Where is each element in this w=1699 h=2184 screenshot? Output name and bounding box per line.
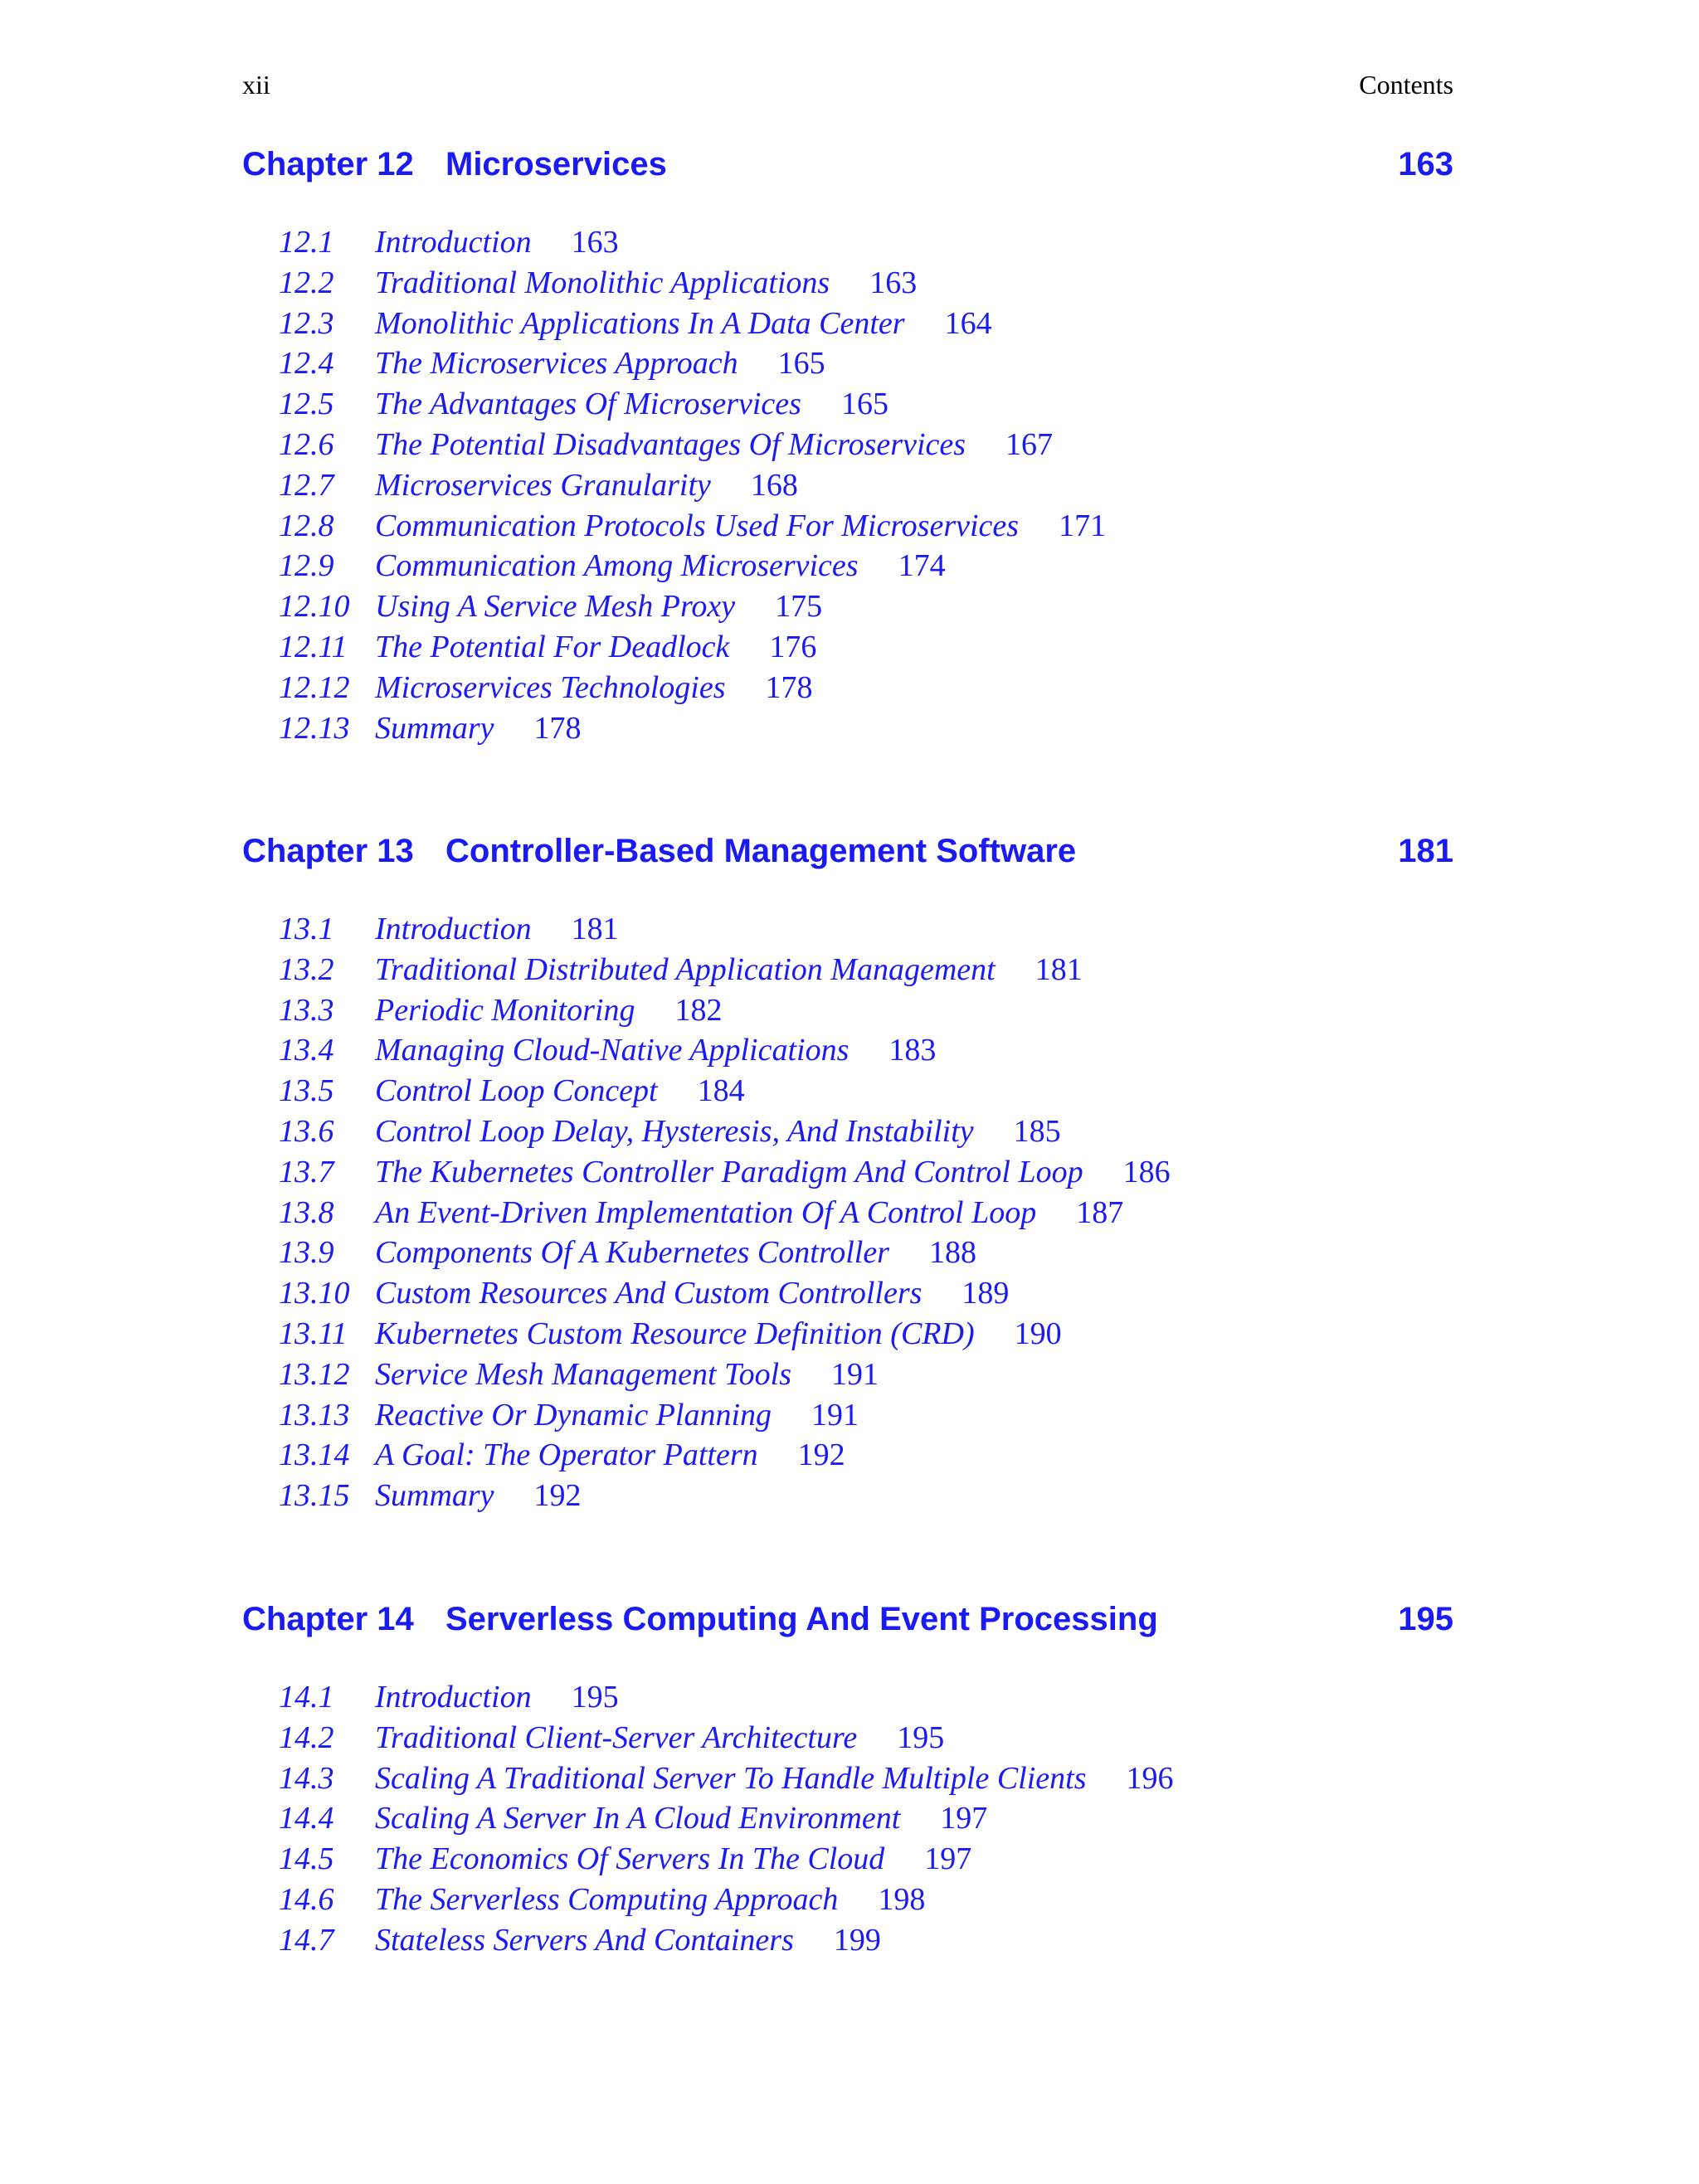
toc-entry[interactable] bbox=[242, 990, 1453, 1031]
toc-entry[interactable] bbox=[242, 1273, 1453, 1314]
chapter-page-number: 195 bbox=[1398, 1601, 1453, 1637]
section-page-number: 191 bbox=[811, 1397, 859, 1432]
section-title: Scaling A Traditional Server To Handle Multiple Clients bbox=[375, 1760, 1087, 1796]
section-text bbox=[375, 668, 813, 708]
section-title: Using A Service Mesh Proxy bbox=[375, 589, 736, 625]
section-number: 14.7 bbox=[279, 1922, 334, 1958]
section-text bbox=[375, 1111, 1061, 1151]
section-page-number: 174 bbox=[898, 548, 946, 584]
toc-entry[interactable] bbox=[242, 425, 1453, 465]
section-title: Microservices Technologies bbox=[375, 669, 726, 705]
section-page-number: 192 bbox=[533, 1478, 582, 1514]
section-page-number: 198 bbox=[878, 1881, 926, 1917]
section-list bbox=[242, 909, 1453, 1516]
section-page-number: 188 bbox=[928, 1235, 976, 1271]
section-text bbox=[375, 1071, 745, 1111]
section-page-number: 165 bbox=[840, 387, 888, 422]
section-title: Summary bbox=[375, 710, 494, 746]
toc-entry[interactable] bbox=[242, 586, 1453, 627]
section-text bbox=[375, 1920, 881, 1960]
section-text bbox=[375, 465, 798, 505]
section-title: The Potential Disadvantages Of Microservices bbox=[375, 426, 966, 462]
section-text bbox=[375, 1152, 1171, 1192]
section-page-number: 163 bbox=[571, 225, 619, 260]
toc-entry[interactable] bbox=[242, 1314, 1453, 1355]
toc-entry[interactable] bbox=[242, 465, 1453, 506]
section-page-number: 171 bbox=[1059, 508, 1107, 543]
section-page-number: 186 bbox=[1122, 1154, 1171, 1189]
section-page-number: 167 bbox=[1005, 426, 1054, 462]
toc-entry[interactable] bbox=[242, 1030, 1453, 1071]
section-page-number: 178 bbox=[765, 669, 813, 705]
toc-entry[interactable] bbox=[242, 627, 1453, 668]
section-number: 12.11 bbox=[279, 629, 348, 664]
toc-entry[interactable] bbox=[242, 1435, 1453, 1476]
chapter-title: Microservices bbox=[445, 146, 667, 182]
section-text bbox=[375, 263, 917, 303]
section-page-number: 181 bbox=[571, 912, 619, 946]
section-text bbox=[375, 950, 1083, 990]
section-number: 12.2 bbox=[279, 265, 334, 300]
section-title: Managing Cloud-Native Applications bbox=[375, 1033, 850, 1068]
toc-entry[interactable] bbox=[242, 909, 1453, 950]
section-text bbox=[375, 1314, 1062, 1354]
toc-entry[interactable] bbox=[242, 708, 1453, 749]
section-number: 13.13 bbox=[279, 1397, 350, 1432]
section-text bbox=[375, 1193, 1123, 1233]
section-title: Monolithic Applications In A Data Center bbox=[375, 305, 905, 341]
section-page-number: 182 bbox=[674, 992, 723, 1028]
toc-entry[interactable] bbox=[242, 304, 1453, 344]
section-page-number: 189 bbox=[961, 1276, 1010, 1311]
section-number: 14.1 bbox=[279, 1680, 334, 1715]
section-title: Summary bbox=[375, 1478, 494, 1514]
chapter-title: Controller-Based Management Software bbox=[445, 833, 1077, 869]
section-number: 13.4 bbox=[279, 1033, 334, 1068]
toc-entry[interactable] bbox=[242, 1193, 1453, 1233]
section-page-number: 197 bbox=[940, 1801, 988, 1836]
section-page-number: 181 bbox=[1034, 951, 1083, 987]
section-text bbox=[375, 909, 619, 949]
section-page-number: 195 bbox=[897, 1719, 945, 1755]
section-text bbox=[375, 1839, 971, 1879]
section-number: 13.12 bbox=[279, 1356, 350, 1392]
section-page-number: 175 bbox=[775, 589, 823, 625]
section-page-number: 195 bbox=[571, 1680, 619, 1715]
section-number: 12.5 bbox=[279, 387, 334, 422]
toc-entry[interactable] bbox=[242, 1395, 1453, 1436]
section-number: 13.14 bbox=[279, 1437, 350, 1473]
section-number: 14.5 bbox=[279, 1841, 334, 1877]
section-title: Communication Among Microservices bbox=[375, 548, 859, 584]
section-title: Scaling A Server In A Cloud Environment bbox=[375, 1801, 901, 1836]
section-title: Control Loop Concept bbox=[375, 1073, 658, 1109]
toc-entry[interactable] bbox=[242, 1839, 1453, 1880]
section-title: Control Loop Delay, Hysteresis, And Instability bbox=[375, 1113, 974, 1149]
section-title: A Goal: The Operator Pattern bbox=[375, 1437, 758, 1473]
section-text bbox=[375, 990, 722, 1030]
section-text bbox=[375, 506, 1106, 546]
toc-entry[interactable] bbox=[242, 1476, 1453, 1516]
section-title: Components Of A Kubernetes Controller bbox=[375, 1235, 889, 1271]
section-title: Traditional Distributed Application Management bbox=[375, 951, 996, 987]
section-number: 14.6 bbox=[279, 1881, 334, 1917]
section-number: 13.5 bbox=[279, 1073, 334, 1109]
section-text bbox=[375, 384, 888, 424]
section-page-number: 192 bbox=[797, 1437, 845, 1473]
section-title: The Microservices Approach bbox=[375, 346, 738, 382]
section-number: 13.15 bbox=[279, 1478, 350, 1514]
toc-entry[interactable] bbox=[242, 668, 1453, 708]
section-page-number: 191 bbox=[831, 1356, 879, 1392]
section-text bbox=[375, 1030, 936, 1070]
section-text bbox=[375, 304, 992, 343]
toc-entry[interactable] bbox=[242, 950, 1453, 990]
section-text bbox=[375, 222, 619, 262]
chapter-heading[interactable] bbox=[242, 828, 1453, 874]
section-text bbox=[375, 1435, 845, 1475]
toc-entry[interactable] bbox=[242, 1880, 1453, 1920]
section-title: The Serverless Computing Approach bbox=[375, 1881, 839, 1917]
section-number: 12.3 bbox=[279, 305, 334, 341]
toc-entry[interactable] bbox=[242, 1920, 1453, 1961]
section-title: Microservices Granularity bbox=[375, 467, 711, 503]
toc-entry[interactable] bbox=[242, 1152, 1453, 1193]
section-page-number: 187 bbox=[1076, 1194, 1124, 1230]
section-title: Kubernetes Custom Resource Definition (CRD) bbox=[375, 1316, 975, 1351]
section-title: Stateless Servers And Containers bbox=[375, 1922, 794, 1958]
toc-entry[interactable] bbox=[242, 546, 1453, 586]
section-number: 13.11 bbox=[279, 1316, 348, 1351]
running-head bbox=[242, 70, 1453, 103]
toc-entry[interactable] bbox=[242, 263, 1453, 304]
toc-entry[interactable] bbox=[242, 343, 1453, 384]
toc-entry[interactable] bbox=[242, 1233, 1453, 1273]
section-page-number: 163 bbox=[869, 265, 918, 300]
chapter-14-block bbox=[242, 1596, 1453, 1961]
section-page-number: 185 bbox=[1013, 1113, 1061, 1149]
section-title: Traditional Client-Server Architecture bbox=[375, 1719, 858, 1755]
section-text bbox=[375, 708, 582, 748]
chapter-heading[interactable] bbox=[242, 141, 1453, 187]
section-page-number: 190 bbox=[1014, 1316, 1062, 1351]
section-title: The Potential For Deadlock bbox=[375, 629, 730, 664]
section-title: The Economics Of Servers In The Cloud bbox=[375, 1841, 885, 1877]
section-number: 13.1 bbox=[279, 912, 334, 946]
section-text bbox=[375, 425, 1053, 465]
chapter-label: Chapter 12 bbox=[242, 146, 414, 182]
section-title: Custom Resources And Custom Controllers bbox=[375, 1276, 923, 1311]
section-list bbox=[242, 1677, 1453, 1961]
section-page-number: 196 bbox=[1126, 1760, 1174, 1796]
section-text bbox=[375, 1798, 987, 1838]
section-title: Traditional Monolithic Applications bbox=[375, 265, 830, 300]
chapter-page-number: 181 bbox=[1398, 833, 1453, 869]
section-page-number: 199 bbox=[833, 1922, 881, 1958]
section-text bbox=[375, 627, 816, 667]
toc-entry[interactable] bbox=[242, 506, 1453, 547]
section-number: 12.13 bbox=[279, 710, 350, 746]
section-number: 14.4 bbox=[279, 1801, 334, 1836]
section-title: An Event-Driven Implementation Of A Control Loop bbox=[375, 1194, 1037, 1230]
toc-entry[interactable] bbox=[242, 384, 1453, 425]
section-number: 13.8 bbox=[279, 1194, 334, 1230]
toc-entry[interactable] bbox=[242, 1071, 1453, 1111]
section-number: 12.10 bbox=[279, 589, 350, 625]
section-page-number: 197 bbox=[924, 1841, 972, 1877]
chapter-13-block bbox=[242, 828, 1453, 1516]
section-text bbox=[375, 586, 822, 626]
section-title: Service Mesh Management Tools bbox=[375, 1356, 791, 1392]
chapter-page-number: 163 bbox=[1398, 146, 1453, 182]
section-number: 12.12 bbox=[279, 669, 350, 705]
toc-entry[interactable] bbox=[242, 1355, 1453, 1395]
chapter-title: Serverless Computing And Event Processing bbox=[445, 1601, 1158, 1637]
section-text bbox=[375, 1395, 859, 1435]
section-page-number: 183 bbox=[888, 1033, 937, 1068]
section-number: 12.8 bbox=[279, 508, 334, 543]
section-number: 13.6 bbox=[279, 1113, 334, 1149]
section-page-number: 168 bbox=[750, 467, 798, 503]
section-list bbox=[242, 222, 1453, 748]
page-folio: xii bbox=[242, 70, 270, 100]
section-text bbox=[375, 1677, 619, 1717]
section-number: 13.9 bbox=[279, 1235, 334, 1271]
section-title: Communication Protocols Used For Microservices bbox=[375, 508, 1020, 543]
section-text bbox=[375, 1355, 879, 1394]
section-number: 13.7 bbox=[279, 1154, 334, 1189]
section-page-number: 184 bbox=[697, 1073, 745, 1109]
section-number: 13.2 bbox=[279, 951, 334, 987]
section-text bbox=[375, 1880, 925, 1919]
section-text bbox=[375, 1273, 1009, 1313]
section-number: 14.3 bbox=[279, 1760, 334, 1796]
chapter-label: Chapter 13 bbox=[242, 833, 414, 869]
section-text bbox=[375, 1233, 976, 1272]
section-title: The Advantages Of Microservices bbox=[375, 387, 801, 422]
toc-entry[interactable] bbox=[242, 222, 1453, 263]
section-number: 12.1 bbox=[279, 225, 334, 260]
section-page-number: 178 bbox=[533, 710, 582, 746]
section-number: 12.4 bbox=[279, 346, 334, 382]
section-title: Introduction bbox=[375, 912, 532, 946]
section-number: 12.9 bbox=[279, 548, 334, 584]
toc-entry[interactable] bbox=[242, 1111, 1453, 1152]
toc-entry[interactable] bbox=[242, 1677, 1453, 1718]
section-number: 14.2 bbox=[279, 1719, 334, 1755]
section-title: Reactive Or Dynamic Planning bbox=[375, 1397, 772, 1432]
section-title: Introduction bbox=[375, 1680, 532, 1715]
toc-entry[interactable] bbox=[242, 1758, 1453, 1799]
section-number: 12.7 bbox=[279, 467, 334, 503]
section-title: The Kubernetes Controller Paradigm And Control Loop bbox=[375, 1154, 1083, 1189]
section-number: 13.10 bbox=[279, 1276, 350, 1311]
section-text bbox=[375, 1758, 1174, 1798]
section-number: 12.6 bbox=[279, 426, 334, 462]
section-page-number: 164 bbox=[944, 305, 992, 341]
section-text bbox=[375, 343, 825, 383]
section-title: Introduction bbox=[375, 225, 532, 260]
section-text bbox=[375, 1476, 582, 1515]
section-number: 13.3 bbox=[279, 992, 334, 1028]
chapter-12-block bbox=[242, 141, 1453, 748]
section-text bbox=[375, 546, 946, 586]
chapter-label: Chapter 14 bbox=[242, 1601, 414, 1637]
section-title: Periodic Monitoring bbox=[375, 992, 635, 1028]
section-page-number: 176 bbox=[769, 629, 817, 664]
chapter-heading[interactable] bbox=[242, 1596, 1453, 1642]
section-text bbox=[375, 1718, 944, 1758]
toc-entry[interactable] bbox=[242, 1798, 1453, 1839]
section-page-number: 165 bbox=[777, 346, 825, 382]
section-title: Contents bbox=[1359, 70, 1453, 100]
toc-entry[interactable] bbox=[242, 1718, 1453, 1758]
